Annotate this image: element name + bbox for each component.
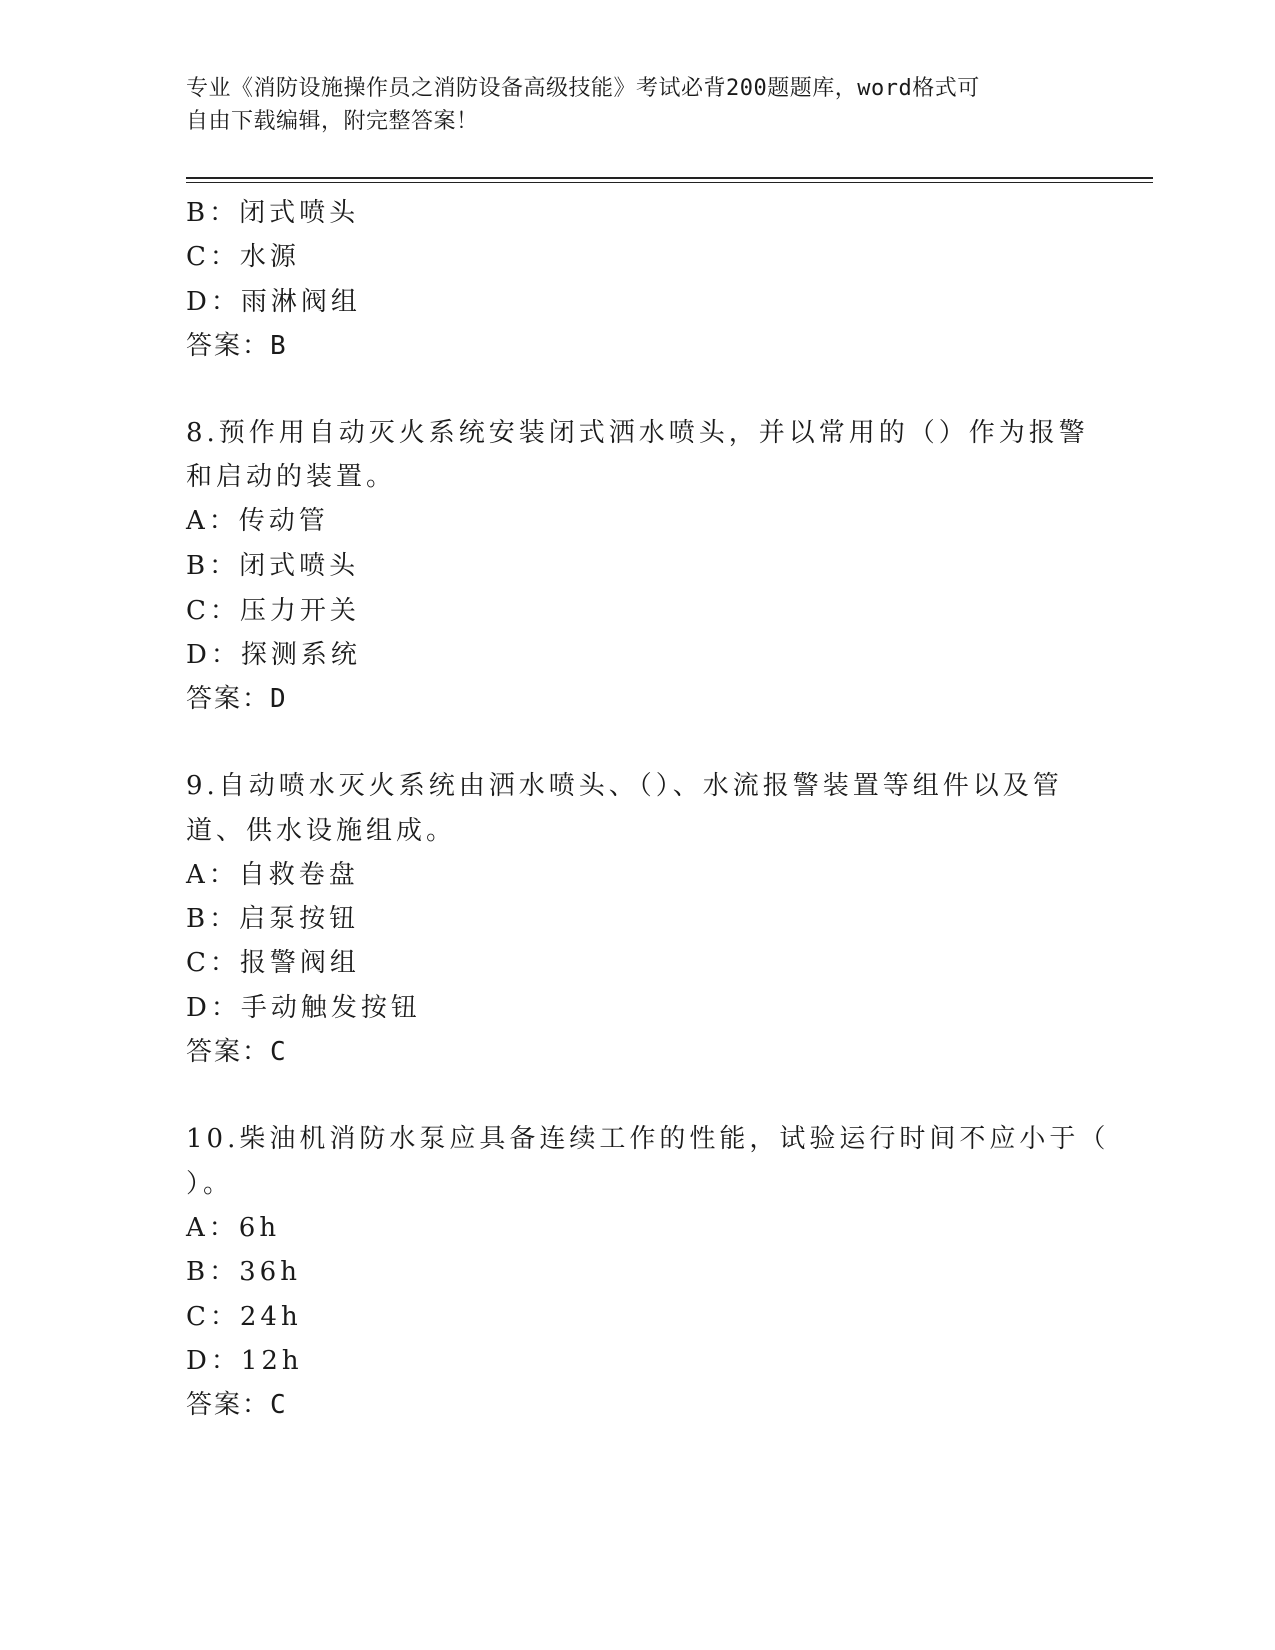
q9-stem-line-2: 道、供水设施组成。 [186, 816, 457, 846]
q9-option-d: D：手动触发按钮 [186, 993, 421, 1023]
q8-option-c: C：压力开关 [186, 596, 360, 626]
answer-value: C [270, 1390, 288, 1420]
q9-answer [186, 1031, 288, 1068]
q9-option-b: B：启泵按钮 [186, 904, 360, 934]
q8-option-d: D：探测系统 [186, 640, 361, 670]
answer-value: C [270, 1037, 288, 1067]
q8-answer [186, 678, 288, 715]
header-rule-thick [186, 177, 1153, 179]
q8-stem-line-1: 8.预作用自动灭火系统安装闭式洒水喷头，并以常用的（）作为报警 [186, 418, 1089, 448]
q10-option-d: D：12h [186, 1346, 303, 1376]
q7-option-b: B：闭式喷头 [186, 198, 360, 228]
q9-option-c: C：报警阀组 [186, 948, 360, 978]
answer-value: B [270, 331, 288, 361]
q10-option-a: A：6h [186, 1213, 281, 1243]
q10-stem-line-1: 10.柴油机消防水泵应具备连续工作的性能，试验运行时间不应小于（ [186, 1124, 1110, 1154]
q10-option-b: B：36h [186, 1257, 301, 1287]
answer-label: 答案： [186, 331, 271, 361]
q8-option-a: A：传动管 [186, 506, 329, 536]
q10-stem-line-2: ）。 [186, 1169, 234, 1199]
header-line-2: 自由下载编辑，附完整答案！ [186, 109, 479, 134]
header-line-1: 专业《消防设施操作员之消防设备高级技能》考试必背200题题库，word格式可 [186, 76, 980, 101]
q8-stem-line-2: 和启动的装置。 [186, 462, 397, 492]
q8-option-b: B：闭式喷头 [186, 551, 360, 581]
answer-label: 答案： [186, 1037, 271, 1067]
document-header [186, 72, 1066, 138]
q9-option-a: A：自救卷盘 [186, 860, 359, 890]
q7-option-c: C：水源 [186, 242, 300, 272]
answer-label: 答案： [186, 1390, 271, 1420]
q7-option-d: D：雨淋阀组 [186, 287, 361, 317]
q7-answer [186, 325, 288, 362]
header-rule-thin [186, 182, 1153, 183]
q10-option-c: C：24h [186, 1302, 302, 1332]
answer-value: D [270, 684, 288, 714]
q9-stem-line-1: 9.自动喷水灭火系统由洒水喷头、（）、水流报警装置等组件以及管 [186, 771, 1063, 801]
q10-answer [186, 1384, 288, 1421]
answer-label: 答案： [186, 684, 271, 714]
